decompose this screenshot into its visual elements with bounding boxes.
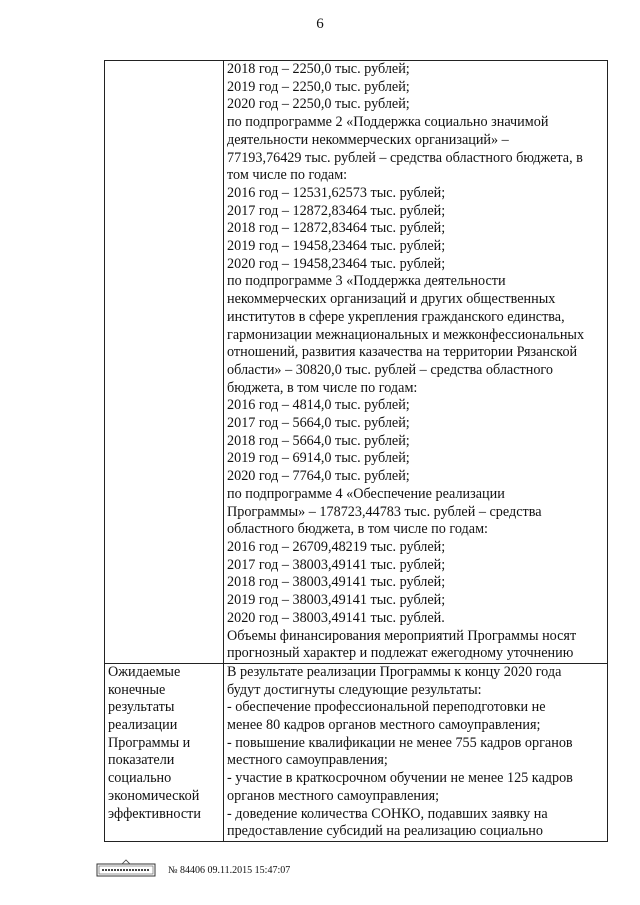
results-label-line: экономической [108,787,200,804]
table-row-financing [105,61,608,664]
financing-line: том числе по годам: [227,167,348,184]
document-footer [96,855,516,879]
results-label-line: эффективности [108,805,201,822]
financing-line: 77193,76429 тыс. рублей – средства областного бюджета, в [227,149,583,166]
registration-code: № 84406 09.11.2015 15:47:07 [168,865,291,876]
results-label-line: результаты [108,699,175,716]
results-line: менее 80 кадров органов местного самоуправления; [227,717,541,734]
financing-line: Программы» – 178723,44783 тыс. рублей – средства [227,503,542,520]
financing-line: 2018 год – 2250,0 тыс. рублей; [227,61,410,77]
financing-line: 2019 год – 19458,23464 тыс. рублей; [227,238,446,255]
financing-line: 2019 год – 38003,49141 тыс. рублей; [227,592,446,609]
financing-line: 2017 год – 5664,0 тыс. рублей; [227,415,410,432]
results-label-line: Ожидаемые [108,663,181,680]
financing-line: 2019 год – 2250,0 тыс. рублей; [227,78,410,95]
financing-line: 2017 год – 12872,83464 тыс. рублей; [227,202,446,219]
financing-line: 2020 год – 19458,23464 тыс. рублей; [227,255,446,272]
row1-content-cell [224,61,608,664]
results-label-line: конечные [108,681,166,698]
registration-stamp-icon [96,859,156,877]
financing-line: 2017 год – 38003,49141 тыс. рублей; [227,556,446,573]
financing-line: 2016 год – 26709,48219 тыс. рублей; [227,538,446,555]
page-number: 6 [316,16,324,32]
financing-line: 2019 год – 6914,0 тыс. рублей; [227,450,410,467]
financing-line: 2018 год – 12872,83464 тыс. рублей; [227,220,446,237]
financing-line: институтов в сфере укрепления гражданского единства, [227,308,565,325]
financing-line: по подпрограмме 3 «Поддержка деятельности [227,273,506,290]
results-label-line: социально [108,770,172,787]
program-passport-table [104,60,608,842]
financing-line: области» – 30820,0 тыс. рублей – средства областного [227,361,553,378]
table-row-expected-results [105,663,608,841]
results-label-line: Программы и [108,734,191,751]
financing-line: по подпрограмме 2 «Поддержка социально значимой [227,114,549,131]
results-label-line: показатели [108,752,175,769]
financing-line: деятельности некоммерческих организаций» – [227,131,509,148]
financing-line: 2016 год – 12531,62573 тыс. рублей; [227,184,446,201]
row2-label-cell [105,663,224,841]
row2-content-cell [224,663,608,841]
financing-line: отношений, развития казачества на территории Рязанской [227,344,578,361]
results-line: - повышение квалификации не менее 755 кадров органов [227,734,573,751]
financing-line: областного бюджета, в том числе по годам: [227,521,488,538]
financing-line: по подпрограмме 4 «Обеспечение реализации [227,485,505,502]
financing-line: 2020 год – 38003,49141 тыс. рублей. [227,609,445,626]
row1-label-cell [105,61,224,664]
results-line: органов местного самоуправления; [227,787,440,804]
financing-line: некоммерческих организаций и других общественных [227,291,556,308]
financing-line: бюджета, в том числе по годам: [227,379,418,396]
financing-line: 2016 год – 4814,0 тыс. рублей; [227,397,410,414]
financing-line: 2018 год – 38003,49141 тыс. рублей; [227,574,446,591]
results-line: будут достигнуты следующие результаты: [227,681,482,698]
results-line: - доведение количества СОНКО, подавших заявку на [227,805,548,822]
results-line: В результате реализации Программы к концу 2020 года [227,663,562,680]
financing-line: прогнозный характер и подлежат ежегодному уточнению [227,645,574,662]
financing-line: 2020 год – 2250,0 тыс. рублей; [227,96,410,113]
results-line: местного самоуправления; [227,752,388,769]
financing-line: Объемы финансирования мероприятий Программы носят [227,627,577,644]
financing-line: 2020 год – 7764,0 тыс. рублей; [227,468,410,485]
results-line: - участие в краткосрочном обучении не менее 125 кадров [227,770,573,787]
financing-line: гармонизации межнациональных и межконфессиональных [227,326,585,343]
results-line: предоставление субсидий на реализацию социально [227,823,543,840]
financing-line: 2018 год – 5664,0 тыс. рублей; [227,432,410,449]
results-label-line: реализации [108,717,178,734]
results-line: - обеспечение профессиональной переподготовки не [227,699,546,716]
